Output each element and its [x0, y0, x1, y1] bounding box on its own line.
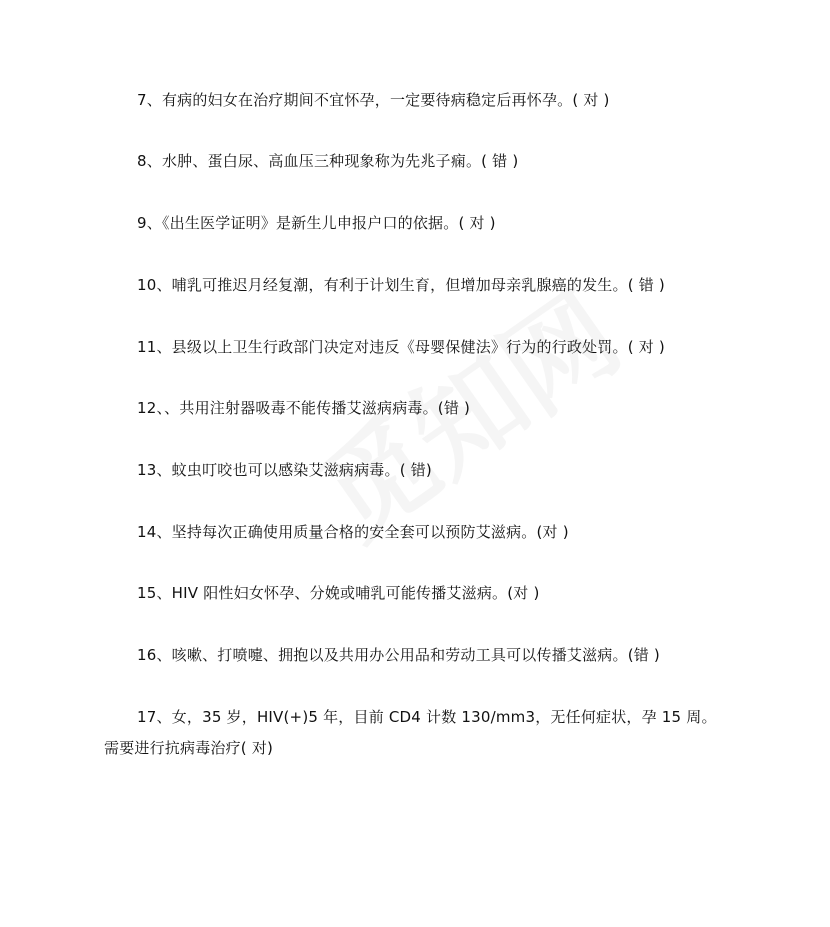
question-15: 15、HIV 阳性妇女怀孕、分娩或哺乳可能传播艾滋病。(对 ) — [137, 584, 540, 602]
question-8: 8、水肿、蛋白尿、高血压三种现象称为先兆子痫。( 错 ) — [137, 152, 519, 170]
question-14: 14、坚持每次正确使用质量合格的安全套可以预防艾滋病。(对 ) — [137, 523, 569, 541]
question-16: 16、咳嗽、打喷嚏、拥抱以及共用办公用品和劳动工具可以传播艾滋病。(错 ) — [137, 646, 660, 664]
question-12: 12、、共用注射器吸毒不能传播艾滋病病毒。(错 ) — [137, 399, 471, 417]
question-9: 9、《出生医学证明》是新生儿申报户口的依据。( 对 ) — [137, 214, 496, 232]
question-11: 11、县级以上卫生行政部门决定对违反《母婴保健法》行为的行政处罚。( 对 ) — [137, 338, 665, 356]
question-10: 10、哺乳可推迟月经复潮，有利于计划生育，但增加母亲乳腺癌的发生。( 错 ) — [137, 276, 665, 294]
question-13: 13、蚊虫叮咬也可以感染艾滋病病毒。( 错) — [137, 461, 432, 479]
question-17-line-1: 17、女，35 岁，HIV(+)5 年，目前 CD4 计数 130/mm3，无任何症状，孕 15 周。 — [137, 708, 717, 726]
question-17-line-2: 需要进行抗病毒治疗( 对) — [104, 739, 274, 757]
question-7: 7、有病的妇女在治疗期间不宜怀孕，一定要待病稳定后再怀孕。( 对 ) — [137, 91, 610, 109]
